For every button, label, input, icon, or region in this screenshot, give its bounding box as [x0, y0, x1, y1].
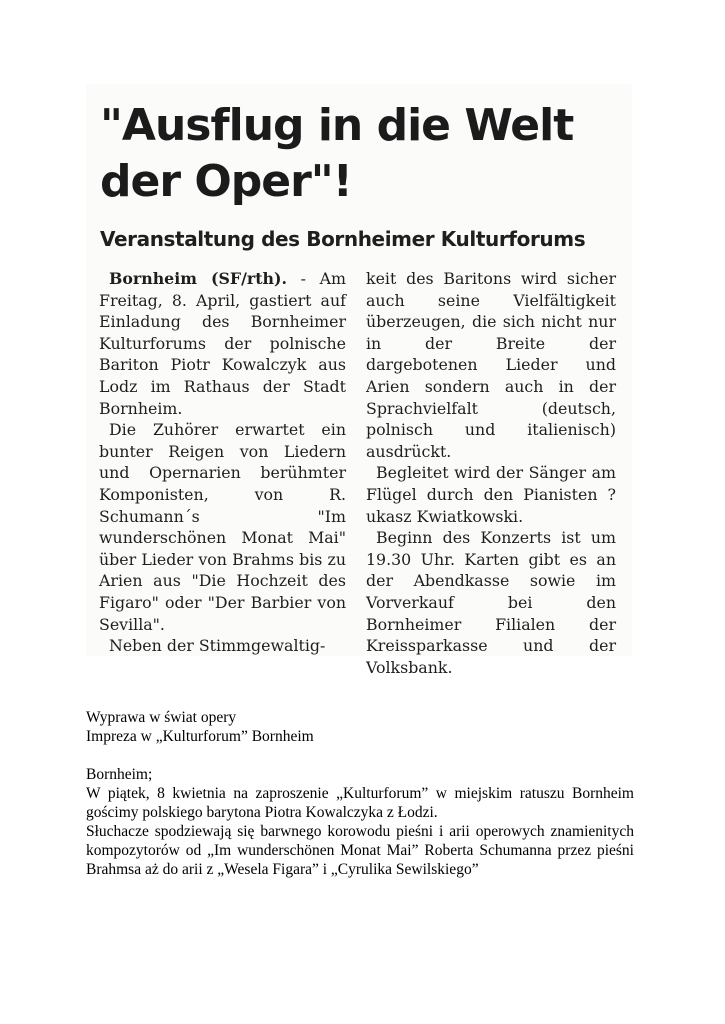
clipping-subheadline: Veranstaltung des Bornheimer Kulturforums: [100, 227, 586, 251]
clipping-paragraph-2: Die Zuhörer erwartet ein bunter Reigen von Liedern und Opernarien berühmter Komponisten, von R. Schumann´s "Im wunderschönen Monat Mai" über Lieder von Brahms bis zu Arien aus "Die Hochzeit des Figaro" oder "Der Barbier von Sevilla".: [99, 420, 346, 634]
clipping-paragraph-3-continued: keit des Baritons wird sicher auch seine Vielfältigkeit überzeugen, die sich nicht nur in der Breite der dargebotenen Lieder und Arien sondern auch in der Sprachvielfalt (deutsch, polnisch und italienisch) ausdrückt.: [366, 269, 616, 461]
translation-title: Wyprawa w świat opery: [86, 709, 237, 726]
translation-paragraph-2: Słuchacze spodziewają się barwnego korowodu pieśni i arii operowych znamienitych kompozytorów od „Im wunderschönen Monat Mai” Roberta Schumanna przez pieśni Brahmsa aż do arii z „Wesela Figara” i „Cyrulika Sewilskiego”: [86, 823, 634, 878]
polish-translation: [86, 708, 634, 879]
clipping-paragraph-1: [99, 268, 346, 419]
clipping-column-right: [366, 268, 616, 678]
clipping-paragraph-1-text: - Am Freitag, 8. April, gastiert auf Einladung des Bornheimer Kulturforums der polnische Bariton Piotr Kowalczyk aus Lodz im Rathaus der Stadt Bornheim.: [99, 269, 346, 418]
clipping-paragraph-5: Beginn des Konzerts ist um 19.30 Uhr. Karten gibt es an der Abendkasse sowie im Vorverkauf bei den Bornheimer Filialen der Kreissparkasse und der Volksbank.: [366, 528, 616, 677]
clipping-headline: [100, 98, 573, 210]
clipping-headline-line2: der Oper"!: [100, 156, 352, 207]
translation-spacer: [86, 746, 634, 765]
translation-subtitle: Impreza w „Kulturforum” Bornheim: [86, 728, 314, 745]
clipping-headline-line1: "Ausflug in die Welt: [100, 100, 574, 151]
translation-paragraph-1: W piątek, 8 kwietnia na zaproszenie „Kulturforum” w miejskim ratuszu Bornheim gościmy polskiego barytona Piotra Kowalczyka z Łodzi.: [86, 785, 634, 821]
clipping-paragraph-3: Neben der Stimmgewaltig-: [109, 636, 326, 656]
clipping-paragraph-4: Begleitet wird der Sänger am Flügel durch den Pianisten ?ukasz Kwiatkowski.: [366, 463, 616, 526]
clipping-dateline: Bornheim (SF/rth).: [109, 269, 287, 288]
translation-place: Bornheim;: [86, 766, 153, 783]
clipping-column-left: [99, 268, 346, 657]
